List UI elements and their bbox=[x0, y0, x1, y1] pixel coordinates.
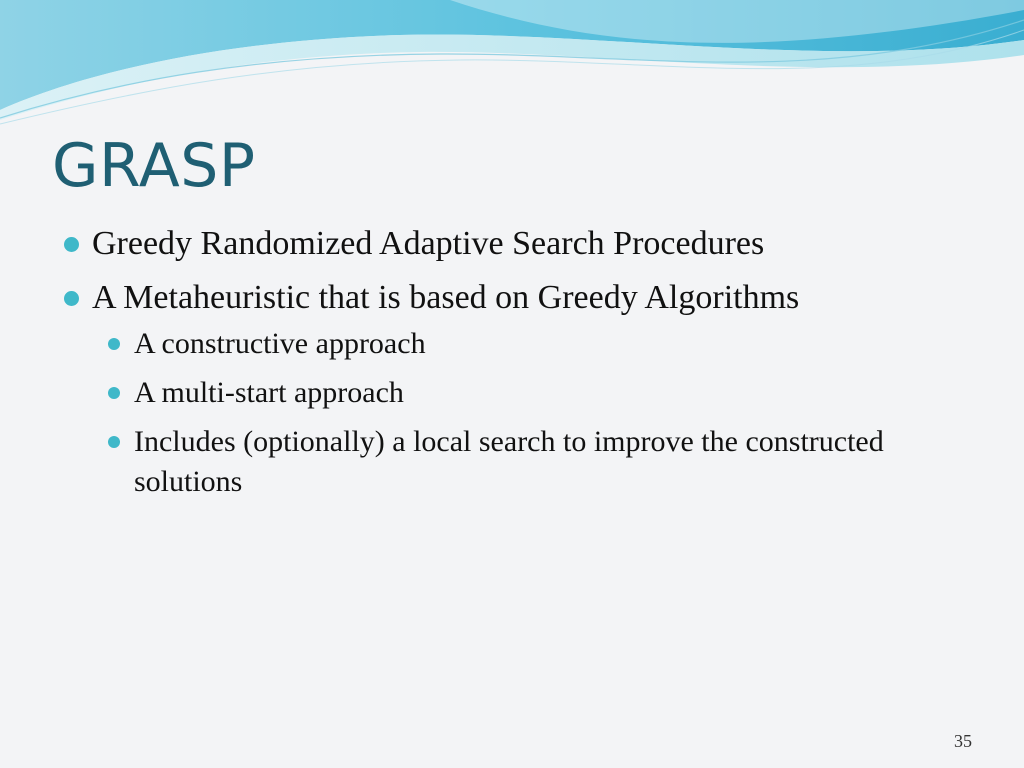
bullet-dot-icon bbox=[108, 387, 120, 399]
page-number: 35 bbox=[954, 731, 972, 751]
bullet-item bbox=[92, 276, 1024, 502]
header-wave-decoration bbox=[0, 0, 1024, 130]
bullet-dot-icon bbox=[108, 338, 120, 350]
bullet-item bbox=[92, 222, 1024, 266]
sub-bullet-item bbox=[134, 373, 884, 413]
sub-bullet-list bbox=[92, 324, 1024, 502]
bullet-dot-icon bbox=[108, 436, 120, 448]
sub-bullet-text: Includes (optionally) a local search to improve the constructed solutions bbox=[134, 425, 884, 498]
sub-bullet-item bbox=[134, 422, 884, 502]
bullet-dot-icon bbox=[64, 291, 79, 306]
sub-bullet-item bbox=[134, 324, 884, 364]
bullet-dot-icon bbox=[64, 237, 79, 252]
sub-bullet-text: A multi-start approach bbox=[134, 376, 404, 409]
bullet-text: A Metaheuristic that is based on Greedy Algorithms bbox=[92, 279, 800, 316]
bullet-text: Greedy Randomized Adaptive Search Procedures bbox=[92, 225, 765, 262]
sub-bullet-text: A constructive approach bbox=[134, 327, 426, 360]
slide-title: GRASP bbox=[52, 131, 256, 201]
bullet-list bbox=[0, 222, 1024, 502]
slide-content bbox=[0, 222, 1024, 512]
